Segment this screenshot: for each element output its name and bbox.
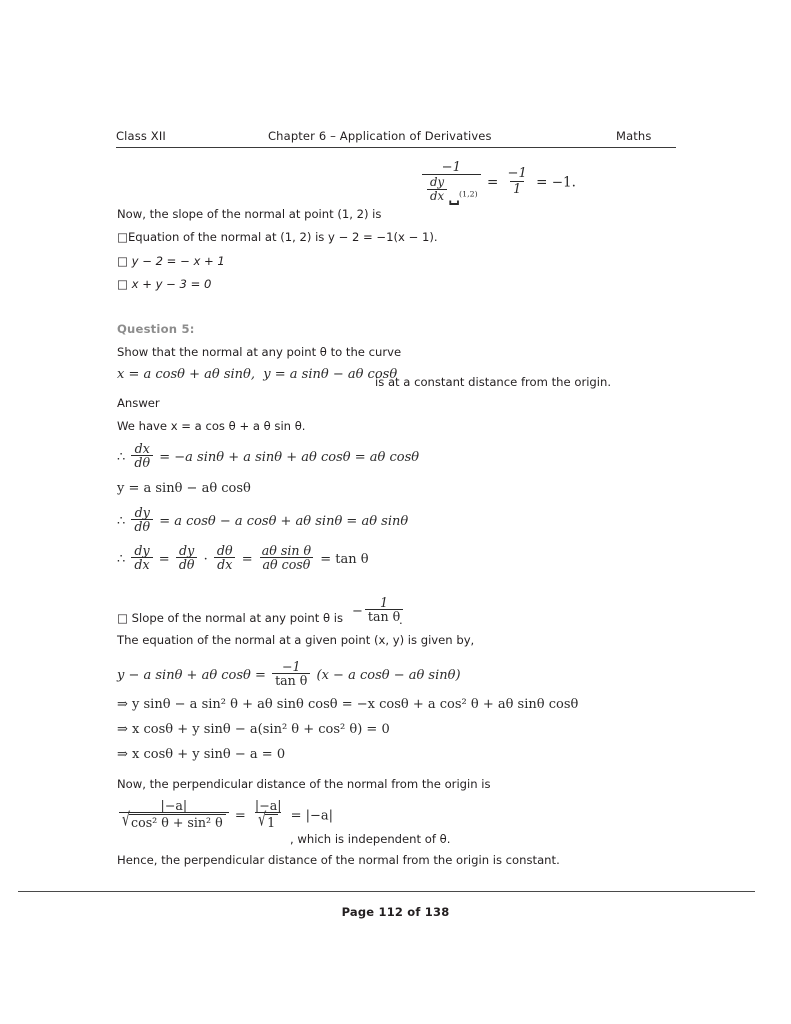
question-label: Question 5:	[117, 322, 195, 336]
equation-normal-final: ⇒ x cosθ + y sinθ − a = 0	[117, 747, 286, 762]
equation-expanded: ⇒ y sinθ − a sin² θ + aθ sinθ cosθ = −x cosθ + a cos² θ + aθ sinθ cosθ	[117, 697, 579, 712]
top-eq-numerator: −1	[441, 159, 461, 175]
equation-slope-normal-frac	[352, 594, 405, 626]
normal-main-lhs: y − a sinθ + aθ cosθ =	[117, 667, 266, 683]
dx-dtheta-rhs: = −a sinθ + a sinθ + aθ cosθ = aθ cosθ	[159, 449, 420, 465]
equation-slope-value: −1 $\frac{dy}{dx}$ $⎵_{(1,2)}$ = $\frac{-1}{1}$ = −1.	[420, 162, 576, 204]
sqrt-denominator	[122, 808, 226, 831]
chain-t2-den: dθ	[178, 556, 195, 572]
therefore-box-glyph-1: □	[117, 230, 128, 244]
slope-normal-period: .	[399, 613, 403, 627]
sqrt-one	[258, 808, 278, 831]
text-slope-normal-any-point	[117, 611, 343, 627]
page-header	[116, 129, 676, 143]
slope-normal-sign: −	[352, 603, 363, 619]
equation-perpendicular-distance: |−a| √ cos² θ + sin² θ = |−a| √ 1 = |−a|	[117, 800, 333, 832]
perp-den-radicand: cos² θ + sin² θ	[131, 814, 223, 830]
chain-t2-num: dy	[179, 542, 195, 558]
therefore-box-glyph-3: □	[117, 277, 128, 291]
header-subject-label: Maths	[616, 129, 652, 143]
question-curve-equations	[117, 367, 397, 382]
perp-num: |−a|	[160, 797, 188, 813]
equation-normal-main	[117, 658, 461, 690]
top-eq-result-num: −1	[507, 165, 527, 181]
text-step-2-body: x + y − 3 = 0	[131, 277, 212, 291]
text-step-1	[117, 254, 225, 270]
perp-result: |−a|	[305, 808, 334, 824]
curve-x-equation: x = a cosθ + aθ sinθ,	[117, 367, 256, 382]
chain-t3-num: dθ	[216, 542, 233, 558]
text-conclusion: Hence, the perpendicular distance of the normal from the origin is constant.	[117, 853, 560, 867]
top-eq-dx: dx	[430, 188, 445, 203]
slope-normal-num: 1	[380, 594, 389, 610]
page-number-label: Page 112 of 138	[341, 905, 450, 919]
dx-dtheta-num: dx	[134, 440, 150, 456]
top-eq-final: = −1.	[536, 174, 576, 191]
radical-sign-icon: √	[122, 808, 131, 830]
header-chapter-title: Chapter 6 – Application of Derivatives	[268, 129, 492, 143]
text-step-1-body: y − 2 = − x + 1	[131, 254, 225, 268]
slope-normal-den: tan θ	[367, 608, 401, 624]
top-eq-eval-point: (1,2)	[459, 189, 478, 199]
equation-dy-dtheta: ∴ $\frac{dy}{d\theta}$ = a cosθ − a cosθ + aθ sinθ = aθ sinθ	[117, 504, 409, 534]
therefore-box-glyph-2: □	[117, 254, 128, 268]
footer-divider	[18, 891, 755, 892]
chain-t4-num: aθ sin θ	[261, 542, 312, 558]
question-statement: Show that the normal at any point θ to the curve	[117, 345, 402, 359]
equation-y: y = a sinθ − aθ cosθ	[117, 481, 251, 496]
normal-main-frac-num: −1	[281, 658, 301, 674]
text-slope-normal-body: Slope of the normal at any point θ is	[131, 611, 344, 625]
perp-mid-den-radicand: 1	[267, 814, 276, 830]
top-eq-dy: dy	[430, 175, 445, 190]
header-divider	[116, 147, 676, 148]
text-perpendicular-distance-intro: Now, the perpendicular distance of the normal from the origin is	[117, 777, 491, 791]
chain-result: = tan θ	[320, 551, 369, 567]
text-we-have: We have x = a cos θ + a θ sin θ.	[117, 419, 306, 433]
text-normal-equation-intro: The equation of the normal at a given point (x, y) is given by,	[117, 633, 475, 647]
header-class-label: Class XII	[116, 129, 166, 143]
dx-dtheta-den: dθ	[134, 454, 151, 470]
top-eq-result-den: 1	[513, 181, 522, 197]
equation-dx-dtheta: ∴ $\frac{dx}{d\theta}$ = −a sinθ + a sinθ + aθ cosθ = aθ cosθ	[117, 440, 420, 470]
answer-label: Answer	[117, 396, 160, 410]
chain-t1-den: dx	[134, 556, 150, 572]
text-perpendicular-tail: , which is independent of θ.	[290, 832, 451, 846]
dy-dtheta-rhs: = a cosθ − a cosθ + aθ sinθ = aθ sinθ	[159, 513, 409, 529]
equation-grouped: ⇒ x cosθ + y sinθ − a(sin² θ + cos² θ) = 0	[117, 722, 390, 737]
text-slope-of-normal: Now, the slope of the normal at point (1, 2) is	[117, 207, 382, 221]
radical-sign-icon-2: √	[258, 808, 267, 830]
normal-main-frac-den: tan θ	[275, 672, 308, 688]
dy-dtheta-den: dθ	[134, 518, 151, 534]
text-equation-of-normal-body: Equation of the normal at (1, 2) is y − 2 = −1(x − 1).	[127, 230, 438, 244]
text-step-2	[117, 277, 211, 293]
chain-t4-den: aθ cosθ	[262, 556, 311, 572]
normal-main-rhs: (x − a cosθ − aθ sinθ)	[316, 667, 461, 683]
equation-chain-rule: ∴ $\frac{dy}{dx}$ = $\frac{dy}{d\theta}$ · $\frac{d\theta}{dx}$ = $\frac{\text{aθ sin θ}}{\text{aθ cosθ}}$ = tan θ	[117, 542, 369, 572]
dy-dtheta-num: dy	[134, 504, 150, 520]
question-statement-tail: is at a constant distance from the origin.	[375, 375, 612, 389]
text-equation-of-normal	[117, 230, 438, 246]
chain-t3-den: dx	[217, 556, 233, 572]
perp-mid-num: |−a|	[254, 797, 282, 813]
evaluation-bracket-icon: ⎵	[449, 175, 460, 205]
curve-y-equation: y = a sinθ − aθ cosθ	[263, 367, 398, 382]
chain-t1-num: dy	[134, 542, 150, 558]
therefore-box-glyph-4: □	[117, 611, 128, 625]
